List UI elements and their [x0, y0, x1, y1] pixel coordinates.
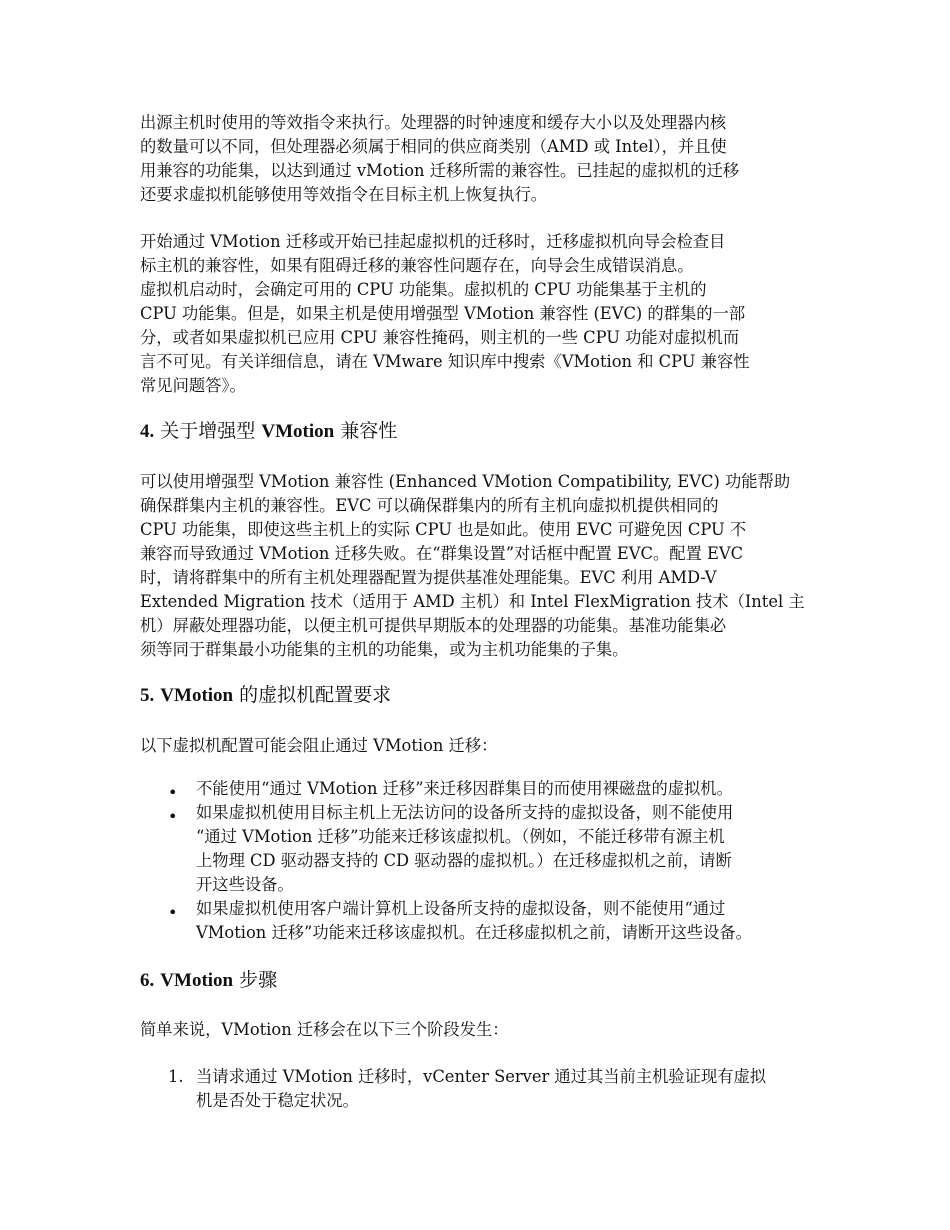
list-item-text: VMotion 迁移”功能来迁移该虚拟机。在迁移虚拟机之前，请断开这些设备。: [196, 923, 752, 942]
text-line: 还要求虚拟机能够使用等效指令在目标主机上恢复执行。: [140, 185, 548, 204]
text-line: 言不可见。有关详细信息，请在 VMware 知识库中搜索《VMotion 和 CPU 兼容性: [140, 352, 750, 371]
list-item-text: 如果虚拟机使用客户端计算机上设备所支持的虚拟设备，则不能使用“通过: [196, 899, 726, 918]
text-line: CPU 功能集。但是，如果主机是使用增强型 VMotion 兼容性 (EVC) 的群集的一部: [140, 304, 746, 323]
text-line: 可以使用增强型 VMotion 兼容性 (Enhanced VMotion Compatibility, EVC) 功能帮助: [140, 472, 791, 491]
section-heading-4: [140, 418, 397, 445]
bullet-marker: •: [168, 783, 178, 802]
text-line: 出源主机时使用的等效指令来执行。处理器的时钟速度和缓存大小以及处理器内核: [140, 113, 727, 132]
text-line: Extended Migration 技术（适用于 AMD 主机）和 Intel FlexMigration 技术（Intel 主: [140, 592, 805, 611]
bullet-marker: •: [168, 807, 178, 826]
text-line: 用兼容的功能集，以达到通过 vMotion 迁移所需的兼容性。已挂起的虚拟机的迁移: [140, 161, 740, 180]
list-item-text: 上物理 CD 驱动器支持的 CD 驱动器的虚拟机。）在迁移虚拟机之前，请断: [196, 851, 732, 870]
list-item-text: 如果虚拟机使用目标主机上无法访问的设备所支持的虚拟设备，则不能使用: [196, 803, 734, 822]
text-line: 确保群集内主机的兼容性。EVC 可以确保群集内的所有主机向虚拟机提供相同的: [140, 496, 719, 515]
text-line: 虚拟机启动时，会确定可用的 CPU 功能集。虚拟机的 CPU 功能集基于主机的: [140, 280, 707, 299]
list-item-text: 不能使用“通过 VMotion 迁移”来迁移因群集目的而使用裸磁盘的虚拟机。: [196, 779, 733, 798]
text-line: 须等同于群集最小功能集的主机的功能集，或为主机功能集的子集。: [140, 640, 629, 659]
section-heading-6: [140, 967, 277, 994]
heading-text: 步骤: [233, 969, 278, 991]
heading-text: 兼容性: [334, 420, 398, 442]
section-6-intro: 简单来说，VMotion 迁移会在以下三个阶段发生：: [140, 1020, 509, 1039]
text-line: CPU 功能集，即使这些主机上的实际 CPU 也是如此。使用 EVC 可避免因 CPU 不: [140, 520, 747, 539]
list-item-text: 开这些设备。: [196, 875, 294, 894]
section-number: 4.: [140, 421, 155, 442]
heading-text: 的虚拟机配置要求: [233, 684, 392, 706]
text-line: 常见问题答》。: [140, 376, 246, 395]
text-line: 时，请将群集中的所有主机处理器配置为提供基准处理能集。EVC 利用 AMD-V: [140, 568, 717, 587]
list-number: 1.: [168, 1067, 184, 1086]
section-number: 6.: [140, 970, 155, 991]
section-5-intro: 以下虚拟机配置可能会阻止通过 VMotion 迁移：: [140, 736, 498, 755]
text-line: 兼容而导致通过 VMotion 迁移失败。在“群集设置”对话框中配置 EVC。配置 EVC: [140, 544, 744, 563]
text-line: 标主机的兼容性，如果有阻碍迁移的兼容性问题存在，向导会生成错误消息。: [140, 256, 694, 275]
section-heading-5: [140, 682, 391, 709]
text-line: 开始通过 VMotion 迁移或开始已挂起虚拟机的迁移时，迁移虚拟机向导会检查目: [140, 232, 726, 251]
list-item-text: 当请求通过 VMotion 迁移时，vCenter Server 通过其当前主机验证现有虚拟: [196, 1067, 767, 1086]
heading-bold-text: VMotion: [261, 421, 335, 442]
text-line: 分，或者如果虚拟机已应用 CPU 兼容性掩码，则主机的一些 CPU 功能对虚拟机而: [140, 328, 740, 347]
text-line: 机）屏蔽处理器功能，以便主机可提供早期版本的处理器的功能集。基准功能集必: [140, 616, 727, 635]
heading-bold-text: VMotion: [160, 970, 234, 991]
list-item-text: 机是否处于稳定状况。: [196, 1091, 359, 1110]
section-number: 5.: [140, 685, 155, 706]
text-line: 的数量可以不同，但处理器必须属于相同的供应商类别（AMD 或 Intel），并且使: [140, 137, 727, 156]
list-item-text: “通过 VMotion 迁移”功能来迁移该虚拟机。（例如，不能迁移带有源主机: [196, 827, 725, 846]
heading-text: 关于增强型: [160, 420, 262, 442]
bullet-marker: •: [168, 903, 178, 922]
heading-bold-text: VMotion: [160, 685, 234, 706]
